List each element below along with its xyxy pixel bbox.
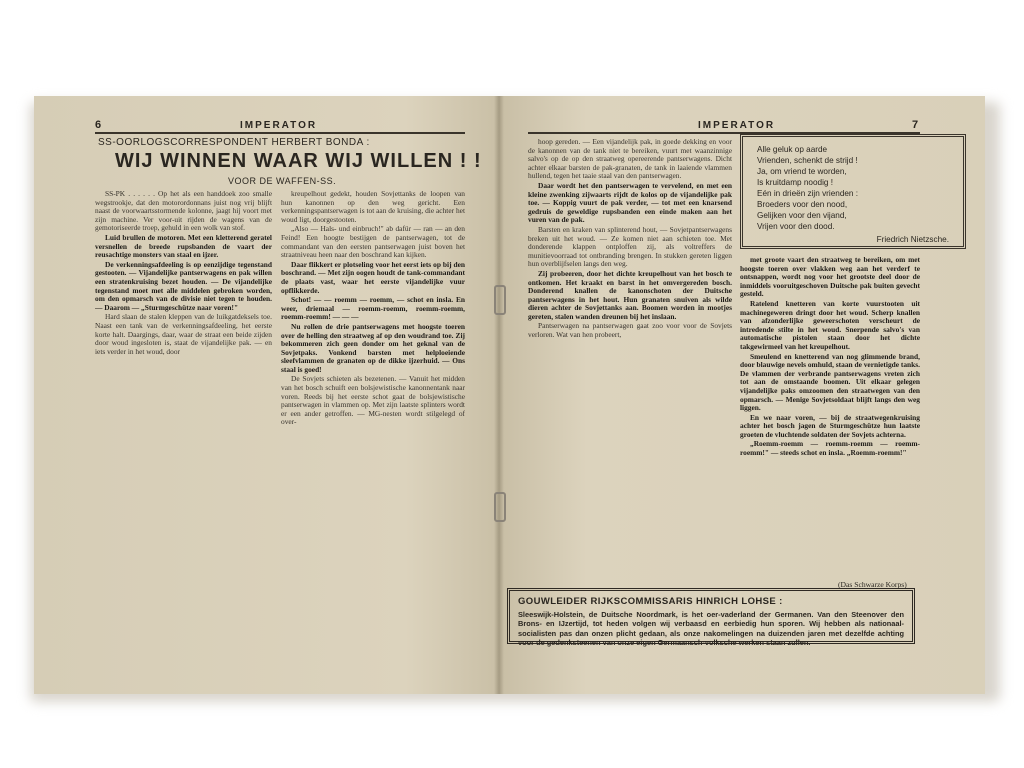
- poem-line: Vrienden, schenkt de strijd !: [757, 156, 858, 165]
- paragraph: „Roemm-roemm — roemm-roemm — roemm-roemm!" — steeds schot en insla. „Roemm-roemm!": [740, 439, 920, 458]
- right-page-number: 7: [912, 119, 919, 131]
- left-header-rule: [95, 132, 465, 134]
- article-kicker: SS-OORLOGSCORRESPONDENT HERBERT BONDA :: [98, 137, 370, 148]
- paragraph: Zij probeeren, door het dichte kreupelhout van het bosch te ontkomen. Het kraakt en barst in het omvergereden bosch. Donderend knallen de kanonschoten der Duitsche pantserwagens in het hout. Hun granaten snuiven als wilde dieren achter de Sovjettanks aan. Boomen worden in mootjes gereten, stalen wanden dreunen bij het inslaan.: [528, 268, 732, 321]
- paragraph: hoop gereden. — Een vijandelijk pak, in goede dekking en voor de kanonnen van de tank niet te bereiken, vuurt met waanzinnige salvo's op de op den straatweg opereerende pantserwagens. Dicht achter elkaar barsten de pak-granaten, de tank in laaiende vlammen hullend, tegen het taaie staal van den pantserwagen.: [528, 138, 732, 181]
- poem-line: Is kruitdamp noodig !: [757, 178, 834, 187]
- right-column-2: [740, 256, 920, 578]
- left-column-1: [95, 190, 272, 640]
- staple-bottom: [494, 492, 506, 522]
- paragraph: Daar wordt het den pantserwagen te vervelend, en met een kleine zwenking zijwaarts rijdt de kolos op de vijandelijke pak toe. — Koppig vuurt de pak verder, — tot met een knarsend gedruis de geweldige rupsbanden een einde maken aan het vuren van de pak.: [528, 180, 732, 225]
- paragraph: Daar flikkert er plotseling voor het eerst iets op bij den boschrand. — Met zijn oogen houdt de tank-commandant de plaats vast, waar het eerste vijandelijke vuur opflikkerde.: [281, 259, 465, 295]
- article-headline: WIJ WINNEN WAAR WIJ WILLEN ! !: [115, 150, 482, 172]
- left-column-2: [281, 190, 465, 640]
- paragraph: Nu rollen de drie pantserwagens met hoogste toeren over de helling den straatweg af op den woudrand toe. Zij bekommeren zich geen donder om het geknal van de Sovjetpaks. Vonkend barsten met helploeiende sleefvlammen de granaten op de dikke ijzerhuid. — Ons staal is goed!: [281, 321, 465, 374]
- right-running-head: IMPERATOR: [698, 120, 776, 131]
- poem-line: Alle geluk op aarde: [757, 145, 828, 154]
- poem-line: Gelijken voor den vijand,: [757, 211, 847, 220]
- page-gutter: [494, 96, 504, 694]
- paragraph: De Sovjets schieten als bezetenen. — Vanuit het midden van het bosch schuift een bolsjewistische kanonnentank naar voren. Reeds bij het eerste schot gaat de bolsjewistische pantserwagen in vlammen op. Met zijn laatste splinters wordt er een ander getroffen. — MG-nesten wordt stilgelegd of over-: [281, 374, 465, 427]
- nietzsche-poem-box: [740, 134, 966, 249]
- paragraph: Smeulend en knetterend van nog glimmende brand, door blauwige nevels omhuld, staan de vernietigde tanks. De vlammen der verbrande pantserwagens vreten zich tot aan de omstaande boomen. Uit elkaar gelegen vijandelijke paks omzoomen den straatwegen van den opmarsch. — Menige Sovjetsoldaat blijft langs den weg liggen.: [740, 351, 920, 413]
- paragraph: En we naar voren, — bij de straatwegenkruising achter het bosch jagen de Sturmgeschütze hun laatste groeten de vluchtende soldaten der Sovjets achterna.: [740, 412, 920, 439]
- paragraph: Luid brullen de motoren. Met een kletterend geratel versnellen de breede rupsbanden de vaart der reusachtige monsters van staal en ijzer.: [95, 232, 272, 260]
- paragraph: met groote vaart den straatweg te bereiken, om met hoogste toeren over vlakken weg aan het verderf te ontsnappen, wordt nog voor het grootste deel door de inmiddels vooruitgeschoven Duitsche pak buiten gevecht gesteld.: [740, 256, 920, 299]
- paragraph: Barsten en kraken van splinterend hout, — Sovjetpantserwagens breken uit het woud. — Ze komen niet aan schieten toe. Met donderende klappen ontploffen zij, als voltreffers de munitievoorraad tot ontbranding brengen. In stukken gereten liggen hun overblijfselen langs den weg.: [528, 224, 732, 269]
- source-credit: (Das Schwarze Korps): [838, 580, 907, 589]
- poem-line: Vrijen voor den dood.: [757, 222, 835, 231]
- quote-box-text: Sleeswijk-Holstein, de Duitsche Noordmark, is het oer-vaderland der Germanen. Van den Steenover den Brons- en IJzertijd, tot heden volgen wij verbaasd en eerbiedig hun sporen. Wij hebben als nationaal-socialisten pas dan onzen plicht gedaan, als onze nakomelingen na duizenden jaren met dezelfde achting voor de gedenksteenen van onze eigen Germaansch-volksche werken staan zullen.: [518, 610, 904, 648]
- poem-line: Eén in drieën zijn vrienden :: [757, 189, 859, 198]
- left-running-head: IMPERATOR: [240, 120, 318, 131]
- quote-box-title: GOUWLEIDER RIJKSCOMMISSARIS HINRICH LOHSE :: [518, 596, 783, 607]
- left-page-number: 6: [95, 119, 102, 131]
- article-subhead: VOOR DE WAFFEN-SS.: [228, 176, 337, 186]
- paragraph: Schot! — — roemm — roemm, — schot en insla. En weer, driemaal — roemm-roemm, roemm-roemm, roemm-roemm! — — —: [281, 295, 465, 322]
- right-column-1: [528, 138, 732, 580]
- paragraph: SS-PK . . . . . . Op het als een handdoek zoo smalle wegstrookje, dat den motorordonnans juist nog vrij blijft naast de voorwaartsstormende kolonne, jaagt hij voort met zijn machine. Ver voor-uit rijden de wagens van de gemotoriseerde troep, gehuld in een wolk van stof.: [95, 190, 272, 233]
- paragraph: De verkenningsafdeeling is op eenzijdige tegenstand gestooten. — Vijandelijke pantserwagens en pak willen een stratenkruising bezet houden. — De vijandelijke tegenstand moet met alle middelen gebroken worden, om den opmarsch van de divisie niet tegen te houden. — Daarom — „Sturmgeschütze naar voren!": [95, 259, 272, 312]
- paragraph: Pantserwagen na pantserwagen gaat zoo voor voor de Sovjets verloren. Wat van hen probeert,: [528, 321, 732, 340]
- staple-top: [494, 285, 506, 315]
- poem-line: Broeders voor den nood,: [757, 200, 848, 209]
- poem-attribution: Friedrich Nietzsche.: [876, 235, 949, 244]
- poem-line: Ja, om vriend te worden,: [757, 167, 847, 176]
- paragraph: „Also — Hals- und einbruch!" ab dafür — ran — an den Feind! Een hoogte bestijgen de pantserwagen, tot de commandant van den eersten pantserwagen juist boven het straatniveau heen naar den boschrand kan kijken.: [281, 224, 465, 260]
- paragraph: Ratelend knetteren van korte vuurstooten uit machinegeweren dringt door het woud. Scherp knallen van afzonderlijke geweerschoten verscheurt de intredende stilte in het woud. Snerpende salvo's van automatische pistolen staan door het dichte takgewirmeel van het kreupelhout.: [740, 298, 920, 351]
- lohse-quote-box: [507, 588, 915, 648]
- paragraph: Hard slaan de stalen kleppen van de luikgatdeksels toe. Naast een tank van de verkenningsafdeeling, het eerste korte halt. Daargings, daar, waar de straat een beide zijden door woud ingesloten is, staat de vijandelijke pak. — en iets verder in het woud, door: [95, 312, 272, 356]
- paragraph: kreupelhout gedekt, houden Sovjettanks de loopen van hun kanonnen op den weg gericht. Een verkenningspantserwagen is tot aan de kruising, die achter het woud ligt, doorgestooten.: [281, 190, 465, 224]
